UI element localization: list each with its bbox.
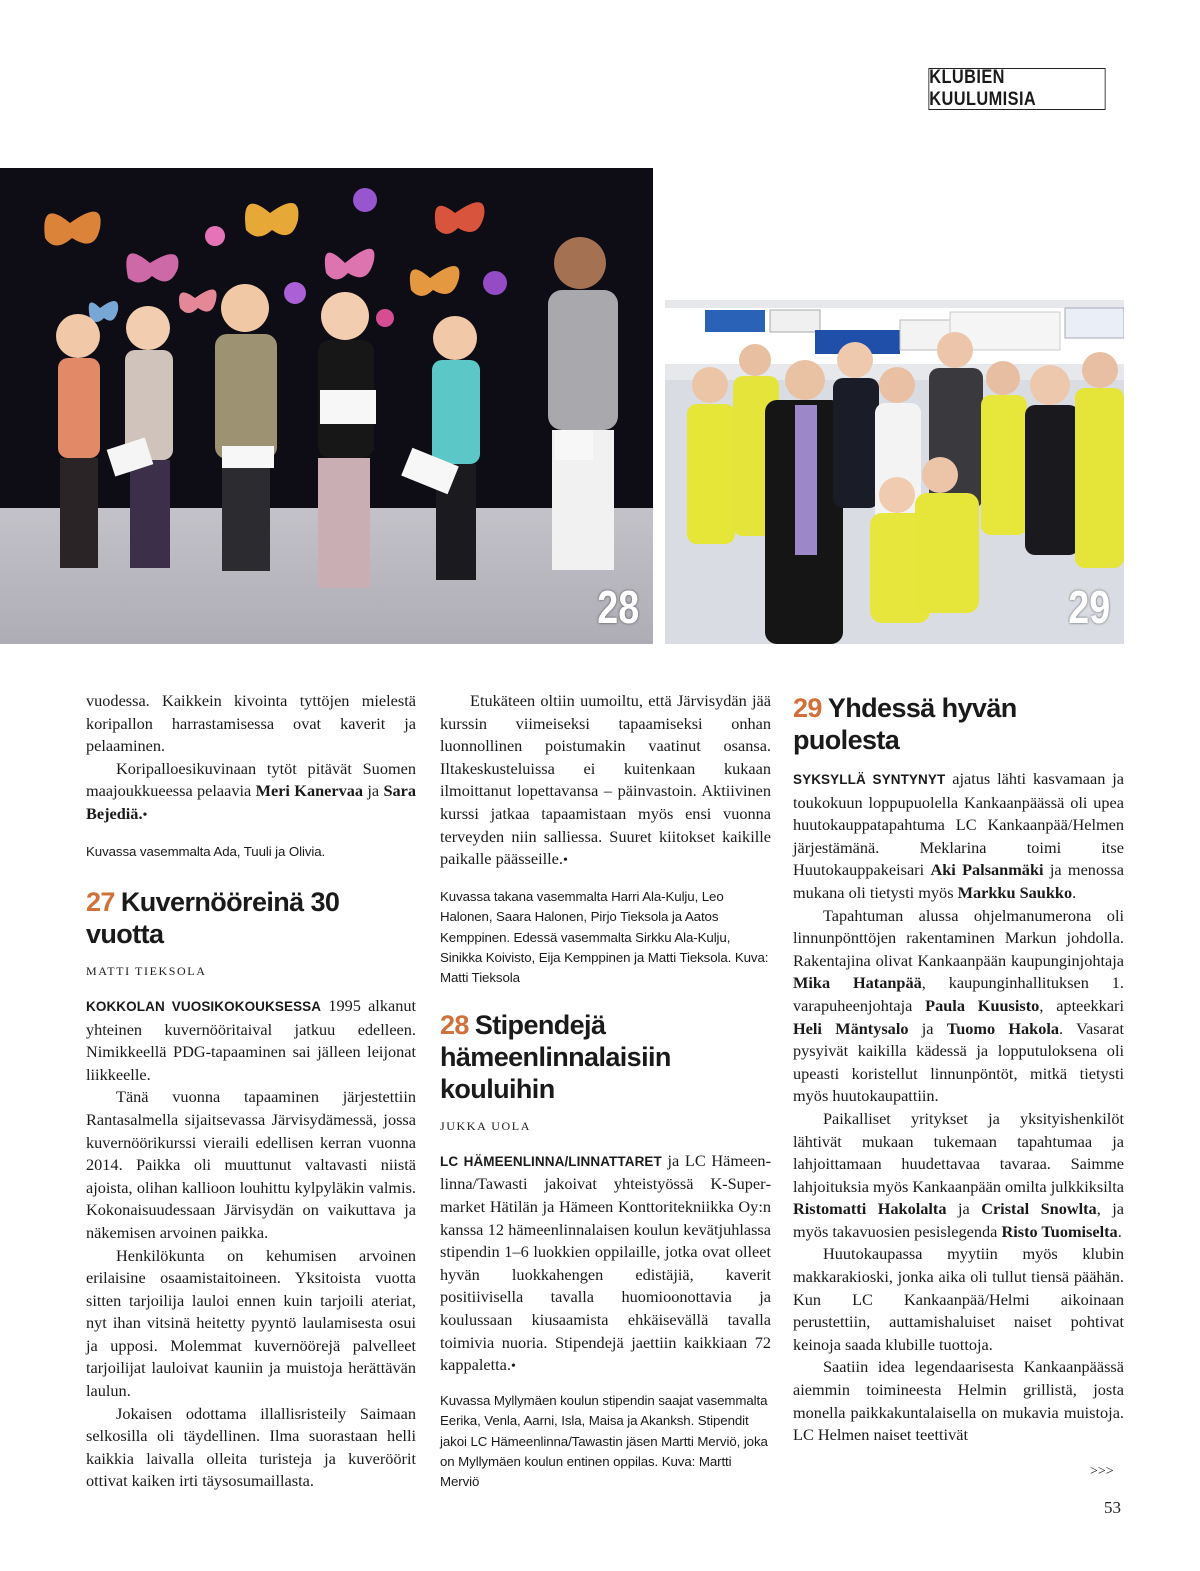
col2-p1-text: Etukäteen oltiin uumoiltu, että Järvisydän jää kurssin viimeiseksi tapaamiseksi onhan luonnollinen poistumakin vaatinut osansa. Iltakeskusteluissa ei kuitenkaan kukaan ilmoittanut lopettavansa – päinvastoin. Aktiivinen kurssi jatkaa tapaamistaan myös ensi vuonna terveyden niin salliessa. Suuret kiitokset kaikille paikalle päässeille. bbox=[440, 691, 771, 869]
col3-p3-text-c: , ja myös takavuosien pesislegenda bbox=[793, 1199, 1124, 1241]
photo-29-illustration bbox=[665, 300, 1124, 644]
col1-caption: Kuvassa vasemmalta Ada, Tuuli ja Olivia. bbox=[86, 843, 326, 859]
person-name-markku-saukko: Markku Saukko bbox=[957, 882, 1073, 902]
col1-paragraph-3 bbox=[86, 995, 416, 1086]
col1-paragraph-1: vuodessa. Kaikkein kivointa tyttöjen mielestä koripallon harrastamisessa ovat kaverit ja pelaaminen. bbox=[86, 691, 416, 756]
heading-28-number: 28 bbox=[440, 1009, 469, 1040]
photo-29-group bbox=[665, 300, 1124, 644]
col3-p2-text-a: Tapahtuman alussa ohjelmanumerona oli linnunpönttöjen rakentaminen Markun johdolla. Rakentajina olivat Kankaanpään kaupunginjohtaja bbox=[793, 905, 1124, 970]
end-bullet-icon: • bbox=[142, 807, 148, 823]
heading-28-title: Stipendejä hämeenlinnalaisiin kouluihin bbox=[440, 1009, 671, 1104]
col3-paragraph-1 bbox=[793, 768, 1124, 905]
col1-p3-text: 1995 alkanut yhteinen kuvernööritaival jatkuu edelleen. Nimikkeellä PDG-tapaaminen sai jälleen leijonat liikkeelle. bbox=[86, 995, 416, 1084]
col3-p1-text-b: ja menossa mukana oli tietysti myös bbox=[793, 860, 1124, 902]
photo-28-number: 28 bbox=[597, 581, 639, 633]
heading-29-number: 29 bbox=[793, 693, 822, 723]
photo-28-children bbox=[0, 168, 653, 644]
col2-caption-2: Kuvassa Myllymäen koulun stipendin saajat vasemmalta Eerika, Venla, Aarni, Isla, Maisa ja Akanksh. Stipendit jakoi LC Hämeenlinna/Tawastin jäsen Martti Merviö, joka on Myllymäen koulun entinen oppilas. Kuva: Martti Merviö bbox=[440, 1392, 768, 1490]
col3-p3-text-b: ja bbox=[946, 1199, 982, 1219]
col1-p2-text-b: ja bbox=[363, 781, 384, 801]
col1-paragraph-5: Henkilökunta on kehumisen arvoinen erilaisine osaamistaitoineen. Yksitoista vuotta sitten tarjoilija lauloi ennen kuin tarjoili ateriat, nyt ihan vitsinä heitetty pyyntö laulamisesta osui ja upposi. Molemmat kuvernöörejä palvelleet tarjoilijat lauloivat kauniin ja muistoja herättävän laulun. bbox=[86, 1245, 416, 1401]
col1-paragraph-6: Jokaisen odottama illallisristeily Saimaan selkosilla oli täydellinen. Ilma suorastaan helli kaikkia laivalla olleita turisteja ja kuveröörit ottivat kaiken irti täysosumaillasta. bbox=[86, 1403, 416, 1491]
heading-29 bbox=[793, 692, 1124, 756]
person-name-paula-kuusisto: Paula Kuusisto bbox=[925, 995, 1040, 1015]
col2-p2-text: ja LC Hämeenlinna/Tawasti jakoivat yhteistyössä K-Supermarket Hätilän ja Hämeen Konttoritekniikka Oy:n kanssa 12 hämeenlinnalaisen koulun kevätjuhlassa stipendin 1–6 luokkien oppilaille, jotka ovat olleet hyvän luokkahengen edistäjiä, kaverit positiivisella tavalla huomioonottavia ja koulussaan kiusaamista ehkäisevällä tavalla toimivia nuoria. Stipendejä jaettiin kaikkiaan 72 kappaletta. bbox=[440, 1150, 771, 1375]
col3-p2-text-c: , apteekkari bbox=[1039, 995, 1124, 1015]
col2-paragraph-1 bbox=[440, 690, 771, 873]
end-bullet-icon: • bbox=[510, 1359, 516, 1375]
section-tag-label: KLUBIEN KUULUMISIA bbox=[929, 67, 1037, 110]
lead-in-28: LC HÄMEENLINNA/LINNATTARET bbox=[440, 1153, 662, 1169]
heading-27 bbox=[86, 886, 416, 950]
person-name-meri-kanervaa: Meri Kanervaa bbox=[255, 781, 364, 801]
col1-paragraph-2 bbox=[86, 758, 416, 828]
photo-28-illustration bbox=[0, 168, 653, 644]
heading-27-number: 27 bbox=[86, 886, 115, 917]
heading-29-title: Yhdessä hyvän puolesta bbox=[793, 693, 1017, 755]
byline-27: MATTI TIEKSOLA bbox=[86, 963, 207, 978]
col3-paragraph-4: Huutokaupassa myytiin myös klubin makkarakioski, jonka aika oli tullut tiensä päähän. Kun LC Kankaanpää/Helmi aikoinaan perustettiin, auttamishaluiset naiset pohtivat keinoja saada klubille tuottoja. bbox=[793, 1244, 1124, 1354]
person-name-risto-tuominen: Risto Tuomiselta bbox=[1001, 1221, 1118, 1241]
photo-29-number: 29 bbox=[1068, 581, 1110, 633]
person-name-cristal-snow: Cristal Snowlta bbox=[981, 1199, 1097, 1219]
person-name-aki-palsanmaki: Aki Palsanmäki bbox=[930, 860, 1044, 880]
col3-paragraph-2 bbox=[793, 905, 1124, 1108]
col2-caption-1: Kuvassa takana vasemmalta Harri Ala-Kulju, Leo Halonen, Saara Halonen, Pirjo Tieksola ja Aatos Kemppinen. Edessä vasemmalta Sirkku Ala-Kulju, Sinikka Koivisto, Eija Kemppinen ja Matti Tieksola. Kuva: Matti Tieksola bbox=[440, 888, 769, 986]
heading-27-title: Kuvernööreinä 30 vuotta bbox=[86, 886, 340, 949]
col3-paragraph-5: Saatiin idea legendaarisesta Kankaanpäässä aiemmin toimineesta Helmin grillistä, josta monella paikkakuntalaisella on mukavia muistoja. LC Helmen naiset teettivät bbox=[793, 1357, 1124, 1445]
col3-p1-text-a: ajatus lähti kasvamaan ja toukokuun loppupuolella Kankaanpäässä oli upea huutokauppatapahtuma LC Kankaanpää/Helmen järjestämänä. Meklarina toimi itse Huutokauppakeisari bbox=[793, 769, 1125, 880]
person-name-tuomo-hakola: Tuomo Hakola bbox=[946, 1018, 1060, 1038]
column-2 bbox=[440, 690, 771, 1493]
col1-paragraph-4: Tänä vuonna tapaaminen järjestettiin Rantasalmella sijaitsevassa Järvisydämessä, jossa kuvernöörikurssi vieraili edellisen kerran vuonna 2014. Paikka oli muuttunut valtavasti niistä ajoista, olihan kallioon louhittu kylpyläkin valmis. Kokonaisuudessaan Järvisydän on vaikuttava ja näkemisen arvoinen paikka. bbox=[86, 1087, 416, 1242]
lead-in-27: KOKKOLAN VUOSIKOKOUKSESSA bbox=[86, 998, 322, 1014]
column-1 bbox=[86, 690, 416, 1493]
page-number: 53 bbox=[1104, 1498, 1121, 1517]
continued-marker: >>> bbox=[1090, 1464, 1114, 1479]
col3-p3-text-a: Paikalliset yritykset ja yksityishenkilöt lähtivät mukaan tukemaan tapahtumaa ja lahjoittamaan huudettavaa tavaraa. Saimme lahjoituksia myös Kankaanpään omilta julkkiksilta bbox=[793, 1108, 1124, 1196]
person-name-ristomatti-hakola: Ristomatti Hakolalta bbox=[793, 1199, 947, 1219]
col2-paragraph-2 bbox=[440, 1150, 771, 1379]
col3-p3-text-d: . bbox=[1117, 1221, 1122, 1241]
person-name-sara-bejedia: Sara Bejediä. bbox=[86, 781, 417, 823]
col3-p2-text-e: . Vasarat pysyivät kaikilla kädessä ja lopputuloksena oli upeasti koristellut linnunpöntöt, mitkä tietysti myös huutokaupattiin. bbox=[793, 1018, 1125, 1106]
byline-28: JUKKA UOLA bbox=[440, 1118, 531, 1133]
person-name-heli-mantysalo: Heli Mäntysalo bbox=[793, 1018, 909, 1038]
person-name-mika-hatanpaa: Mika Hatanpää bbox=[793, 973, 922, 993]
col3-p1-text-c: . bbox=[1072, 882, 1077, 902]
col1-p2-text-a: Koripalloesikuvinaan tytöt pitävät Suomen maajoukkueessa pelaavia bbox=[86, 758, 416, 801]
col3-paragraph-3 bbox=[793, 1108, 1124, 1244]
column-3 bbox=[793, 690, 1124, 1447]
heading-28 bbox=[440, 1009, 771, 1105]
end-bullet-icon: • bbox=[562, 853, 568, 869]
lead-in-29: SYKSYLLÄ SYNTYNYT bbox=[793, 772, 946, 787]
col3-p2-text-d: ja bbox=[908, 1018, 947, 1038]
section-tag bbox=[928, 68, 1105, 110]
col3-p2-text-b: , kaupunginhallituksen 1. varapuheenjohtaja bbox=[793, 973, 1124, 1015]
